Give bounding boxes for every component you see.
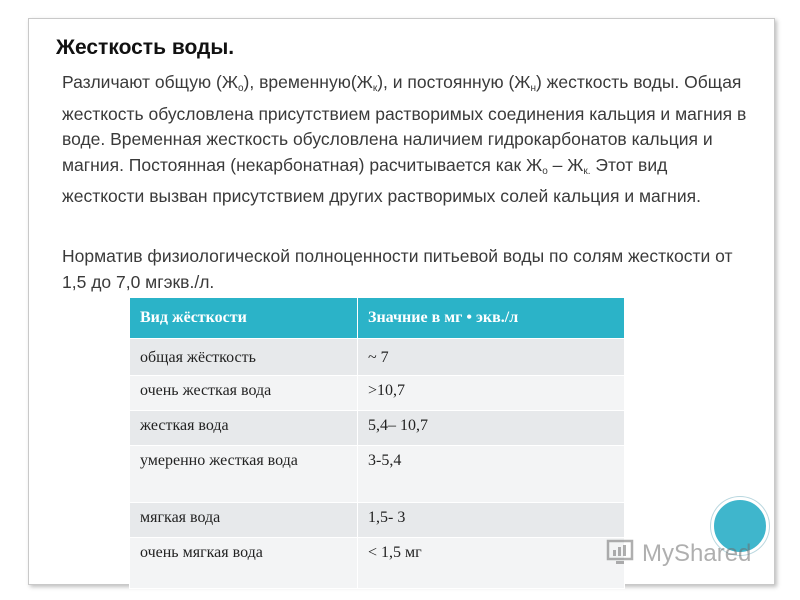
p1-sub-3: н bbox=[530, 83, 536, 94]
slide-title bbox=[56, 36, 234, 60]
table-cell-type: мягкая вода bbox=[130, 503, 358, 538]
table-cell-type: очень мягкая вода bbox=[130, 538, 358, 589]
table-cell-value: 3-5,4 bbox=[358, 446, 625, 503]
p1-text-4: ) жесткость воды. Общая жесткость обусловлена присутствием растворимых соединения кальция и магния в воде. Временная жесткость обусловлена наличием гидрокарбонатов кальция и магния. Постоянная (некарбонатная) расчитывается как Ж bbox=[62, 72, 747, 175]
p1-text-2: ), временную(Ж bbox=[243, 72, 373, 92]
p1-sub-1: о bbox=[237, 83, 244, 94]
myshared-logo-icon bbox=[606, 537, 636, 572]
table-cell-value: 1,5- 3 bbox=[358, 503, 625, 538]
table-cell-value: < 1,5 мг bbox=[358, 538, 625, 589]
table-header-value: Значние в мг • экв./л bbox=[358, 298, 625, 339]
p1-text-5: – Ж bbox=[547, 154, 584, 175]
table-cell-value: ~ 7 bbox=[358, 339, 625, 376]
myshared-watermark bbox=[606, 537, 766, 571]
table-cell-type: умеренно жесткая вода bbox=[130, 446, 358, 503]
table-row bbox=[130, 411, 625, 446]
p1-text-6: Этот вид жесткости вызван присутствием других растворимых солей кальция и магния. bbox=[62, 154, 701, 206]
table-cell-type: очень жесткая вода bbox=[130, 376, 358, 411]
p1-text-3: ), и постоянную (Ж bbox=[377, 72, 531, 92]
p1-sub-4: о bbox=[542, 165, 548, 177]
table-row bbox=[130, 503, 625, 538]
table-header-row bbox=[130, 298, 625, 339]
paragraph-norm: Норматив физиологической полноценности питьевой воды по солям жесткости от 1,5 до 7,0 мгэкв./л. bbox=[62, 246, 733, 292]
table-cell-type: жесткая вода bbox=[130, 411, 358, 446]
watermark-text: MyShared bbox=[642, 540, 752, 567]
hardness-table bbox=[129, 297, 625, 589]
table-row bbox=[130, 538, 625, 589]
slide-title-punct: . bbox=[228, 36, 235, 59]
table-cell-value: 5,4– 10,7 bbox=[358, 411, 625, 446]
p1-sub-5: к. bbox=[583, 165, 591, 177]
table-row bbox=[130, 446, 625, 503]
table-cell-type: общая жёсткость bbox=[130, 339, 358, 376]
p1-sub-2: к bbox=[372, 83, 378, 94]
table-row bbox=[130, 376, 625, 411]
table-cell-value: >10,7 bbox=[358, 376, 625, 411]
p1-text-1: Различают общую (Ж bbox=[62, 72, 238, 92]
paragraph-hardness-types bbox=[58, 70, 752, 210]
table-header-type: Вид жёсткости bbox=[130, 298, 358, 339]
slide-title-text: Жесткость воды bbox=[56, 36, 229, 59]
table-row bbox=[130, 339, 625, 376]
